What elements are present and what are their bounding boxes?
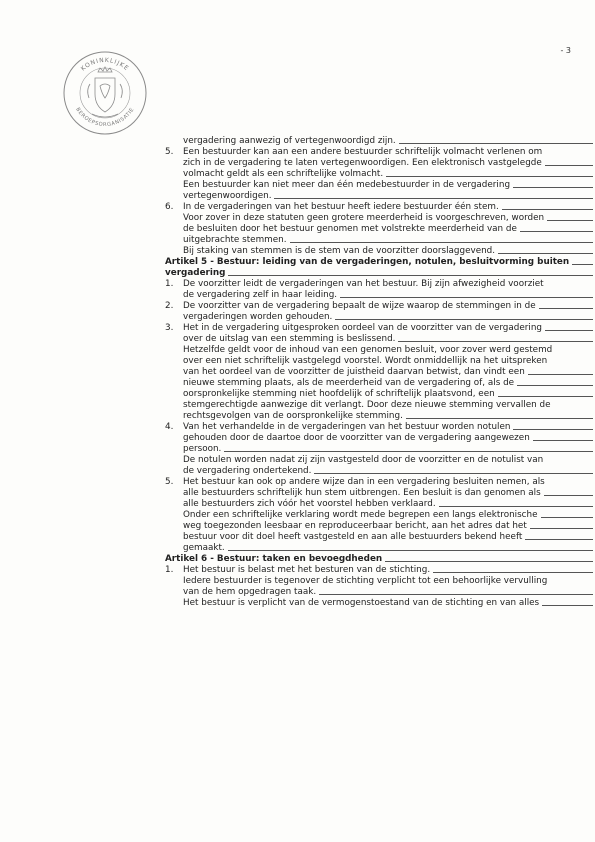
fill-rule <box>545 165 593 166</box>
text-line <box>183 598 593 609</box>
paragraph-number: 1. <box>165 565 174 575</box>
line-text: De notulen worden nadat zij zijn vastgesteld door de voorzitter en de notulist van <box>183 455 544 465</box>
article-paragraph <box>165 477 593 554</box>
fill-rule <box>399 143 593 144</box>
fill-rule <box>498 253 593 254</box>
paragraph-number: 5. <box>165 147 174 157</box>
fill-rule <box>539 308 593 309</box>
fill-rule <box>541 517 593 518</box>
fill-rule <box>385 561 593 562</box>
fill-rule <box>533 440 593 441</box>
line-text: over de uitslag van een stemming is beslissend. <box>183 334 396 344</box>
text-line <box>183 532 593 543</box>
svg-text:KONINKLIJKE <box>80 57 131 73</box>
text-line <box>165 554 593 565</box>
line-text: vertegenwoordigen. <box>183 191 272 201</box>
text-line <box>165 257 593 268</box>
fill-rule <box>528 374 593 375</box>
text-line <box>183 543 593 554</box>
notary-seal-icon <box>62 50 148 136</box>
fill-rule <box>274 198 593 199</box>
text-line <box>183 389 593 400</box>
line-text: bestuur voor dit doel heeft vastgesteld en aan alle bestuurders bekend heeft <box>183 532 523 542</box>
line-text: de vergadering ondertekend. <box>183 466 312 476</box>
line-text: Het bestuur kan ook op andere wijze dan in een vergadering besluiten nemen, als <box>183 477 545 487</box>
line-text: nieuwe stemming plaats, als de meerderheid van de vergadering of, als de <box>183 378 515 388</box>
line-text: volmacht geldt als een schriftelijke volmacht. <box>183 169 384 179</box>
line-text: Onder een schriftelijke verklaring wordt mede begrepen een langs elektronische <box>183 510 538 520</box>
text-line <box>183 356 593 367</box>
article-paragraph <box>165 323 593 422</box>
text-line <box>183 587 593 598</box>
article-heading <box>165 257 593 279</box>
line-text: Artikel 5 - Bestuur: leiding van de vergaderingen, notulen, besluitvorming buiten <box>165 257 570 267</box>
text-line <box>183 521 593 532</box>
line-text: De voorzitter van de vergadering bepaalt de wijze waarop de stemmingen in de <box>183 301 536 311</box>
line-text: zich in de vergadering te laten vertegenwoordigen. Een elektronisch vastgelegde <box>183 158 542 168</box>
line-text: gehouden door de daartoe door de voorzitter van de vergadering aangewezen <box>183 433 530 443</box>
line-text: In de vergaderingen van het bestuur heeft iedere bestuurder één stem. <box>183 202 499 212</box>
text-line <box>183 576 593 587</box>
fill-rule <box>530 528 593 529</box>
text-line <box>183 301 593 312</box>
fill-rule <box>572 264 593 265</box>
text-line <box>183 180 593 191</box>
paragraph-number: 2. <box>165 301 174 311</box>
paragraph-number: 1. <box>165 279 174 289</box>
fill-rule <box>502 209 593 210</box>
paragraph-number: 3. <box>165 323 174 333</box>
fill-rule <box>520 231 593 232</box>
paragraph-number: 5. <box>165 477 174 487</box>
line-text: van de hem opgedragen taak. <box>183 587 317 597</box>
text-line <box>183 367 593 378</box>
article-paragraph <box>165 136 593 147</box>
text-line <box>183 565 593 576</box>
text-line <box>183 224 593 235</box>
text-line <box>183 433 593 444</box>
text-line <box>183 312 593 323</box>
line-text: vergadering aanwezig of vertegenwoordigd zijn. <box>183 136 396 146</box>
fill-rule <box>544 495 593 496</box>
fill-rule <box>224 451 593 452</box>
fill-rule <box>398 341 593 342</box>
fill-rule <box>340 297 593 298</box>
line-text: Een bestuurder kan aan een andere bestuurder schriftelijk volmacht verlenen om <box>183 147 543 157</box>
seal-bottom-text: BEROEPSORGANISATIE <box>74 106 136 129</box>
fill-rule <box>498 396 593 397</box>
text-line <box>183 202 593 213</box>
line-text: over een niet schriftelijk vastgelegd voorstel. Wordt onmiddellijk na het uitspreken <box>183 356 548 366</box>
line-text: rechtsgevolgen van de oorspronkelijke stemming. <box>183 411 403 421</box>
line-text: de vergadering zelf in haar leiding. <box>183 290 338 300</box>
fill-rule <box>513 429 593 430</box>
line-text: de besluiten door het bestuur genomen met volstrekte meerderheid van de <box>183 224 517 234</box>
text-line <box>183 334 593 345</box>
fill-rule <box>517 385 593 386</box>
article-paragraph <box>165 422 593 477</box>
fill-rule <box>433 572 593 573</box>
text-line <box>183 510 593 521</box>
text-line <box>183 345 593 356</box>
line-text: stemgerechtigde aanwezige dit verlangt. Door deze nieuwe stemming vervallen de <box>183 400 551 410</box>
text-line <box>183 136 593 147</box>
line-text: Hetzelfde geldt voor de inhoud van een genomen besluit, voor zover werd gestemd <box>183 345 553 355</box>
text-line <box>183 411 593 422</box>
line-text: gemaakt. <box>183 543 225 553</box>
line-text: van het oordeel van de voorzitter de juistheid daarvan betwist, dan vindt een <box>183 367 525 377</box>
article-paragraph <box>165 279 593 301</box>
fill-rule <box>228 550 593 551</box>
text-line <box>183 158 593 169</box>
fill-rule <box>386 176 593 177</box>
paragraph-number: 4. <box>165 422 174 432</box>
text-line <box>183 191 593 202</box>
seal-top-text: KONINKLIJKE <box>79 56 131 73</box>
line-text: Artikel 6 - Bestuur: taken en bevoegdheden <box>165 554 383 564</box>
text-line <box>183 246 593 257</box>
article-paragraph <box>165 147 593 202</box>
article-paragraph <box>165 565 593 609</box>
line-text: Voor zover in deze statuten geen grotere meerderheid is voorgeschreven, worden <box>183 213 545 223</box>
line-text: alle bestuurders zich vóór het voorstel hebben verklaard. <box>183 499 436 509</box>
article-paragraph <box>165 202 593 257</box>
line-text: De voorzitter leidt de vergaderingen van het bestuur. Bij zijn afwezigheid voorziet <box>183 279 544 289</box>
fill-rule <box>290 242 594 243</box>
fill-rule <box>439 506 593 507</box>
statute-text <box>165 136 593 609</box>
fill-rule <box>525 539 593 540</box>
text-line <box>183 477 593 488</box>
line-text: weg toegezonden leesbaar en reproduceerbaar bericht, aan het adres dat het <box>183 521 527 531</box>
article-heading <box>165 554 593 565</box>
fill-rule <box>406 418 593 419</box>
text-line <box>183 213 593 224</box>
paragraph-number: 6. <box>165 202 174 212</box>
text-line <box>183 378 593 389</box>
line-text: persoon. <box>183 444 222 454</box>
fill-rule <box>228 275 593 276</box>
text-line <box>183 279 593 290</box>
fill-rule <box>547 220 593 221</box>
text-line <box>183 147 593 158</box>
text-line <box>183 466 593 477</box>
line-text: Een bestuurder kan niet meer dan één medebestuurder in de vergadering <box>183 180 511 190</box>
text-line <box>183 235 593 246</box>
fill-rule <box>545 330 593 331</box>
text-line <box>183 169 593 180</box>
text-line <box>183 400 593 411</box>
line-text: vergadering <box>165 268 226 278</box>
article-paragraph <box>165 301 593 323</box>
line-text: Iedere bestuurder is tegenover de stichting verplicht tot een behoorlijke vervulling <box>183 576 548 586</box>
line-text: vergaderingen worden gehouden. <box>183 312 333 322</box>
line-text: Het in de vergadering uitgesproken oordeel van de voorzitter van de vergadering <box>183 323 542 333</box>
fill-rule <box>513 187 593 188</box>
line-text: oorspronkelijke stemming niet hoofdelijk of schriftelijk plaatsvond, een <box>183 389 495 399</box>
text-line <box>183 290 593 301</box>
fill-rule <box>542 605 593 606</box>
fill-rule <box>335 319 593 320</box>
text-line <box>165 268 593 279</box>
fill-rule <box>314 473 593 474</box>
text-line <box>183 499 593 510</box>
page-number: - 3 <box>560 46 571 55</box>
line-text: Van het verhandelde in de vergaderingen van het bestuur worden notulen <box>183 422 511 432</box>
fill-rule <box>319 594 593 595</box>
line-text: Het bestuur is belast met het besturen van de stichting. <box>183 565 431 575</box>
text-line <box>183 455 593 466</box>
line-text: Het bestuur is verplicht van de vermogenstoestand van de stichting en van alles <box>183 598 540 608</box>
text-line <box>183 488 593 499</box>
text-line <box>183 422 593 433</box>
line-text: uitgebrachte stemmen. <box>183 235 287 245</box>
text-line <box>183 323 593 334</box>
line-text: alle bestuurders schriftelijk hun stem uitbrengen. Een besluit is dan genomen als <box>183 488 541 498</box>
line-text: Bij staking van stemmen is de stem van de voorzitter doorslaggevend. <box>183 246 496 256</box>
text-line <box>183 444 593 455</box>
